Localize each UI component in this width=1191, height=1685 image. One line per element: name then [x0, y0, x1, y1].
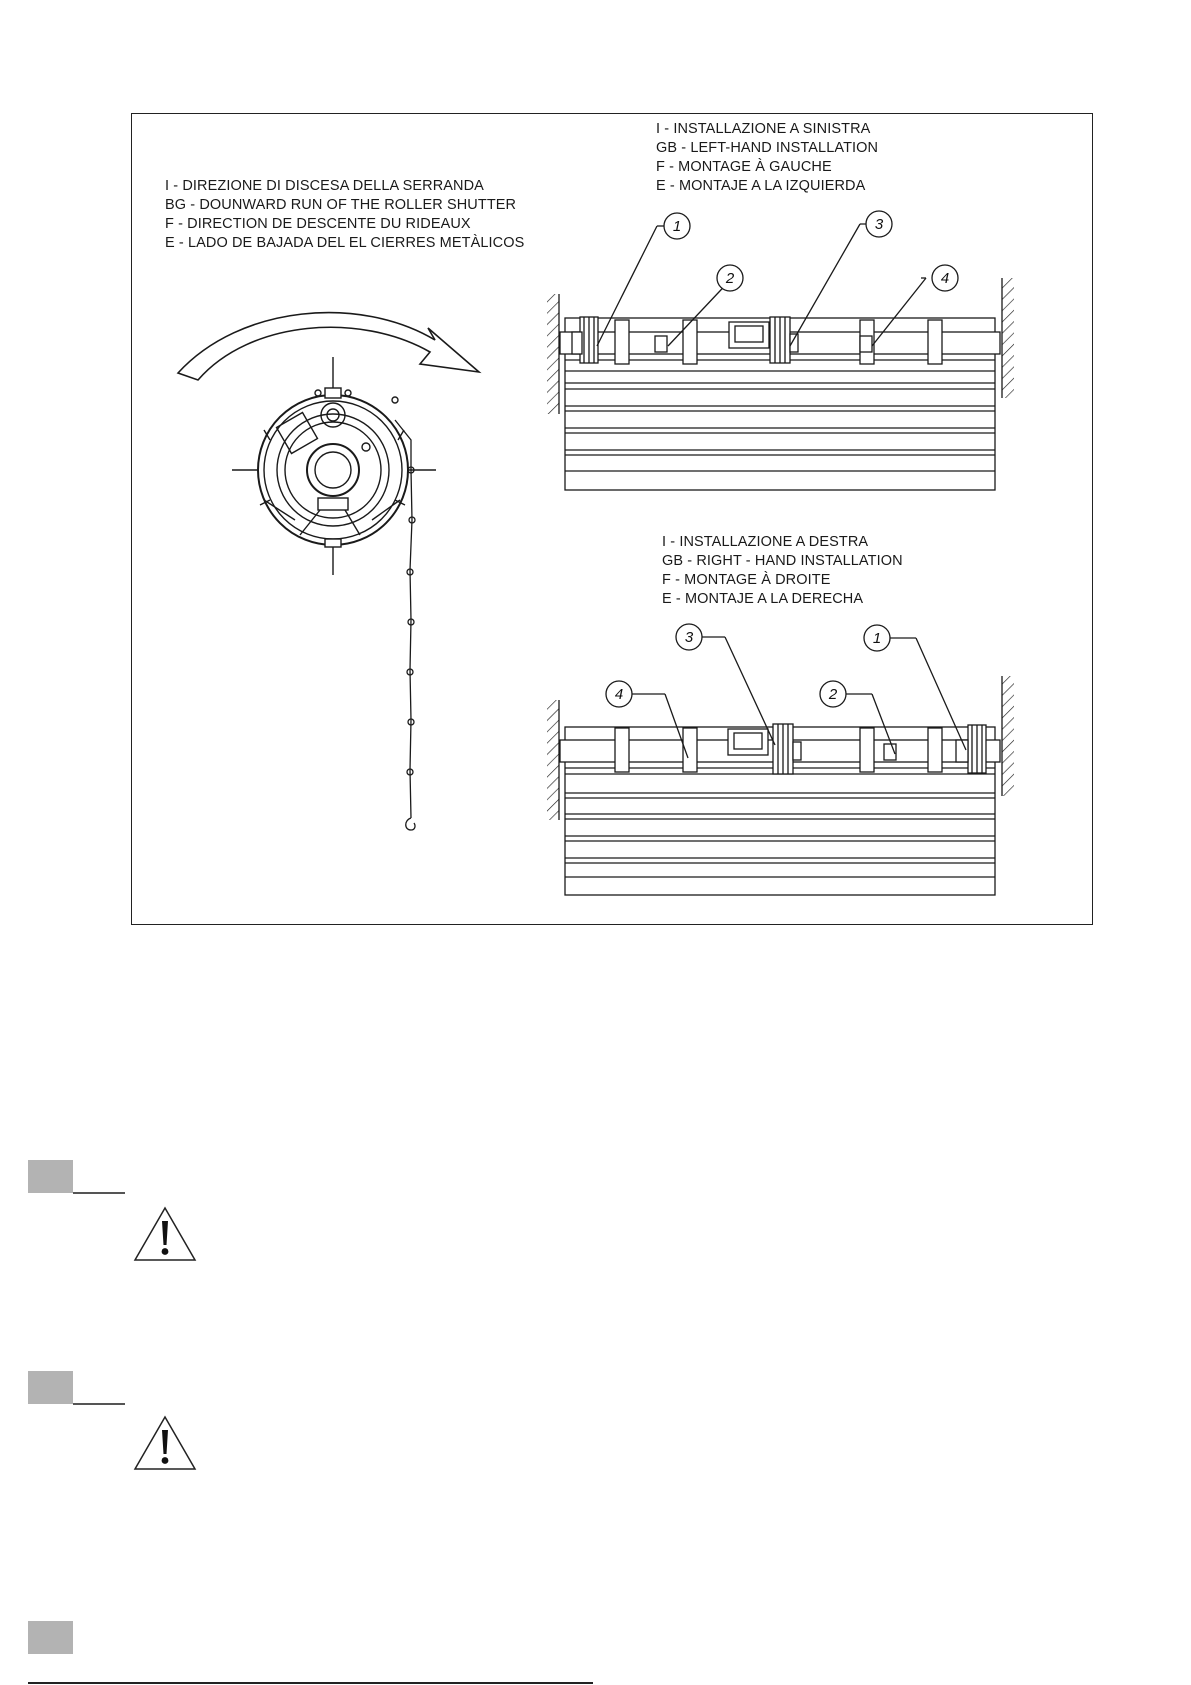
right-install-label-es: E - MONTAJE A LA DERECHA	[662, 591, 864, 607]
left-installation-assembly	[547, 278, 1014, 490]
direction-label-it: I - DIREZIONE DI DISCESA DELLA SERRANDA	[165, 178, 484, 194]
callout-number: 2	[725, 270, 735, 287]
warning-triangle-icon	[132, 1414, 198, 1472]
section-tab-marker	[28, 1160, 73, 1193]
callout-number: 3	[874, 216, 884, 233]
motor-disc	[232, 357, 436, 575]
left-install-label-it: I - INSTALLAZIONE A SINISTRA	[656, 121, 871, 137]
callout-number: 2	[828, 686, 838, 703]
footer-rule	[28, 1682, 593, 1684]
callout-number: 3	[684, 629, 694, 646]
callout-number: 1	[672, 218, 682, 235]
right-install-label-it: I - INSTALLAZIONE A DESTRA	[662, 534, 869, 550]
section-tab-marker	[28, 1621, 73, 1654]
right-install-label-gb: GB - RIGHT - HAND INSTALLATION	[662, 553, 903, 569]
callout-number: 4	[614, 686, 624, 703]
right-installation-assembly	[547, 676, 1014, 895]
callout-number: 4	[940, 270, 950, 287]
right-install-label-fr: F - MONTAGE À DROITE	[662, 572, 831, 588]
left-install-label-gb: GB - LEFT-HAND INSTALLATION	[656, 140, 879, 156]
left-install-label-fr: F - MONTAGE À GAUCHE	[656, 159, 832, 175]
direction-label-es: E - LADO DE BAJADA DEL EL CIERRES METÀLICOS	[165, 235, 525, 251]
direction-label-fr: F - DIRECTION DE DESCENTE DU RIDEAUX	[165, 216, 471, 232]
section-tab-rule	[73, 1403, 125, 1405]
warning-triangle-icon	[132, 1205, 198, 1263]
left-install-label-es: E - MONTAJE A LA IZQUIERDA	[656, 178, 866, 194]
direction-label-gb: BG - DOUNWARD RUN OF THE ROLLER SHUTTER	[165, 197, 517, 213]
section-tab-marker	[28, 1371, 73, 1404]
curved-arrow-icon	[178, 313, 479, 380]
section-tab-rule	[73, 1192, 125, 1194]
callout-number: 1	[872, 630, 882, 647]
